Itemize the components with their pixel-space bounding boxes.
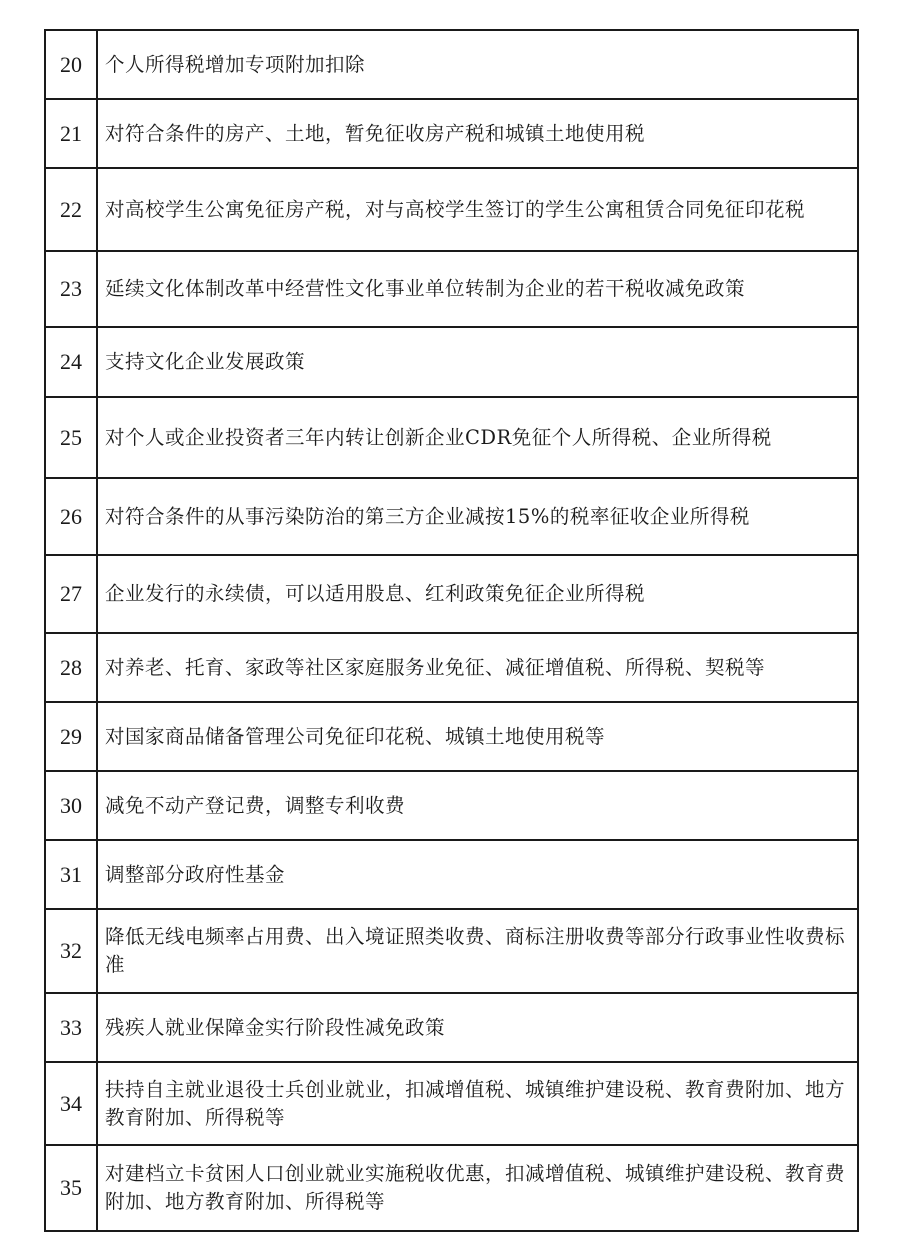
row-number: 28: [45, 633, 97, 702]
row-number: 30: [45, 771, 97, 840]
row-text: 对国家商品储备管理公司免征印花税、城镇土地使用税等: [97, 702, 858, 771]
row-text: 对符合条件的房产、土地，暂免征收房产税和城镇土地使用税: [97, 99, 858, 168]
row-number: 22: [45, 168, 97, 251]
row-text: 对养老、托育、家政等社区家庭服务业免征、减征增值税、所得税、契税等: [97, 633, 858, 702]
table-row: [45, 1062, 858, 1145]
row-number: 26: [45, 478, 97, 555]
row-number: 31: [45, 840, 97, 909]
row-text: 调整部分政府性基金: [97, 840, 858, 909]
row-text: 降低无线电频率占用费、出入境证照类收费、商标注册收费等部分行政事业性收费标准: [97, 909, 858, 993]
table-row: [45, 771, 858, 840]
table-row: [45, 397, 858, 478]
table-row: [45, 993, 858, 1062]
table-row: [45, 702, 858, 771]
table-row: [45, 478, 858, 555]
table-row: [45, 30, 858, 99]
table-row: [45, 555, 858, 633]
table-row: [45, 168, 858, 251]
row-number: 23: [45, 251, 97, 327]
row-text: 个人所得税增加专项附加扣除: [97, 30, 858, 99]
table-row: [45, 633, 858, 702]
table-row: [45, 99, 858, 168]
row-text: 对符合条件的从事污染防治的第三方企业减按15%的税率征收企业所得税: [97, 478, 858, 555]
row-number: 35: [45, 1145, 97, 1231]
table-row: [45, 1145, 858, 1231]
table-row: [45, 327, 858, 397]
row-number: 29: [45, 702, 97, 771]
row-text: 对建档立卡贫困人口创业就业实施税收优惠，扣减增值税、城镇维护建设税、教育费附加、地方教育附加、所得税等: [97, 1145, 858, 1231]
row-number: 24: [45, 327, 97, 397]
table-row: [45, 251, 858, 327]
row-number: 34: [45, 1062, 97, 1145]
row-text: 延续文化体制改革中经营性文化事业单位转制为企业的若干税收减免政策: [97, 251, 858, 327]
row-text: 对个人或企业投资者三年内转让创新企业CDR免征个人所得税、企业所得税: [97, 397, 858, 478]
row-number: 32: [45, 909, 97, 993]
row-text: 企业发行的永续债，可以适用股息、红利政策免征企业所得税: [97, 555, 858, 633]
row-text: 减免不动产登记费，调整专利收费: [97, 771, 858, 840]
policy-table: [44, 29, 859, 1232]
row-number: 25: [45, 397, 97, 478]
row-text: 对高校学生公寓免征房产税，对与高校学生签订的学生公寓租赁合同免征印花税: [97, 168, 858, 251]
row-text: 扶持自主就业退役士兵创业就业，扣减增值税、城镇维护建设税、教育费附加、地方教育附加、所得税等: [97, 1062, 858, 1145]
table-row: [45, 909, 858, 993]
row-text: 残疾人就业保障金实行阶段性减免政策: [97, 993, 858, 1062]
row-number: 27: [45, 555, 97, 633]
row-number: 20: [45, 30, 97, 99]
row-text: 支持文化企业发展政策: [97, 327, 858, 397]
table-row: [45, 840, 858, 909]
row-number: 21: [45, 99, 97, 168]
row-number: 33: [45, 993, 97, 1062]
